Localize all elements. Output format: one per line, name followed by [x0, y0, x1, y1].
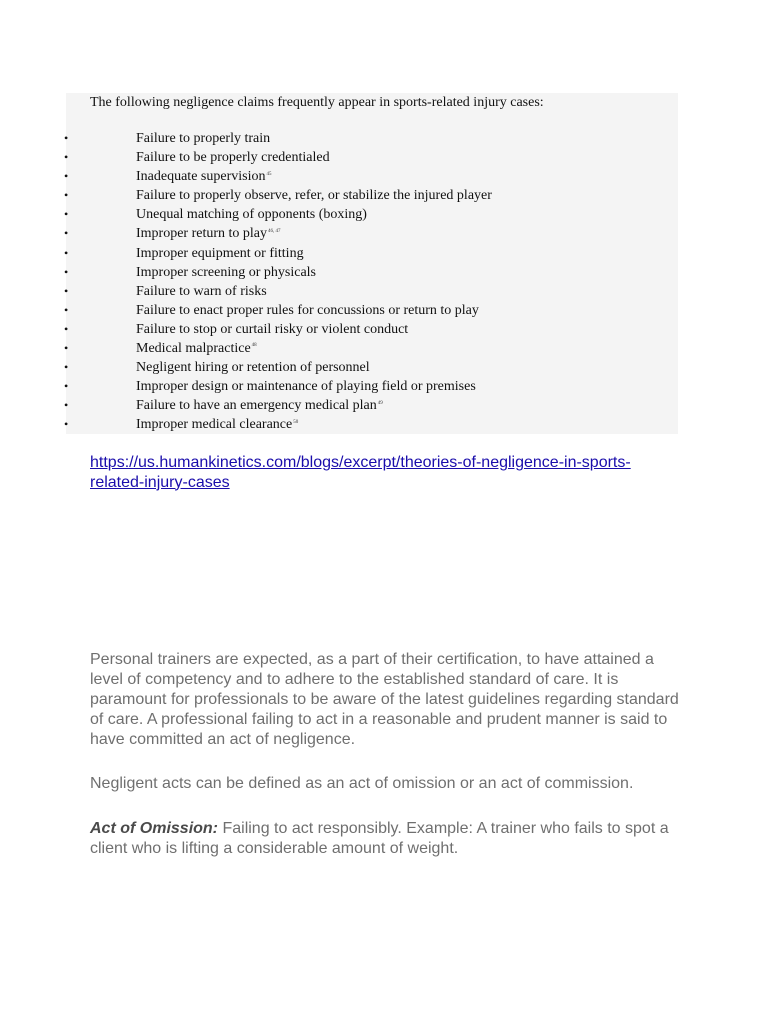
bullet-icon: • [64, 207, 69, 222]
bullet-icon: • [64, 188, 69, 203]
claim-label: Improper medical clearance [136, 417, 293, 433]
claim-text [136, 377, 476, 396]
claim-text [136, 244, 304, 263]
claim-label: Failure to enact proper rules for concussions or return to play [136, 302, 479, 318]
citation-marker: 46, 47 [268, 228, 281, 234]
act-of-omission-definition: Failing to act responsibly. Example: A trainer who fails to spot a client who is lifting a considerable amount of weight. [90, 820, 669, 857]
bullet-icon: • [64, 245, 69, 260]
claim-text [136, 282, 267, 301]
bullet-icon: • [64, 360, 69, 375]
source-link[interactable]: https://us.humankinetics.com/blogs/excerpt/theories-of-negligence-in-sports-related-injury-cases [90, 454, 631, 491]
bullet-icon: • [64, 264, 69, 279]
claim-label: Improper equipment or fitting [136, 245, 304, 261]
bullet-icon: • [64, 131, 69, 145]
claim-label: Failure to have an emergency medical plan [136, 398, 377, 414]
claim-label: Medical malpractice [136, 341, 251, 357]
claim-label: Failure to stop or curtail risky or violent conduct [136, 321, 409, 337]
bullet-icon: • [64, 226, 69, 241]
citation-marker: 45 [266, 171, 272, 177]
claim-label: Improper design or maintenance of playing field or premises [136, 379, 476, 395]
claim-text [136, 415, 298, 434]
bullet-icon: • [64, 417, 69, 432]
bullet-icon: • [64, 169, 69, 184]
citation-marker: 50 [293, 419, 299, 425]
claim-text [136, 339, 257, 358]
claim-text [136, 358, 370, 377]
paragraph-negligent-acts: Negligent acts can be defined as an act of omission or an act of commission. [90, 775, 634, 792]
claim-text [136, 148, 330, 167]
claim-text [136, 320, 408, 339]
claim-label: Unequal matching of opponents (boxing) [136, 207, 367, 223]
claim-label: Negligent hiring or retention of personnel [136, 360, 370, 376]
claim-text [136, 129, 270, 148]
bullet-icon: • [64, 283, 69, 298]
claim-text [136, 205, 367, 224]
claim-text [136, 224, 281, 243]
bullet-icon: • [64, 150, 69, 165]
paragraph-act-of-omission [90, 819, 680, 859]
bullet-icon: • [64, 341, 69, 356]
bullet-icon: • [64, 321, 69, 336]
claim-label: Failure to be properly credentialed [136, 150, 330, 166]
citation-marker: 49 [377, 400, 383, 406]
claim-label: Improper screening or physicals [136, 264, 316, 280]
bullet-icon: • [64, 302, 69, 317]
claim-text [136, 167, 271, 186]
claim-label: Failure to properly observe, refer, or stabilize the injured player [136, 188, 492, 204]
excerpt-intro: The following negligence claims frequently appear in sports-related injury cases: [90, 95, 544, 110]
claim-label: Failure to properly train [136, 131, 271, 146]
bullet-icon: • [64, 379, 69, 394]
claim-label: Improper return to play [136, 226, 268, 242]
citation-marker: 48 [251, 343, 257, 349]
claim-text [136, 263, 316, 282]
paragraph-standard-of-care: Personal trainers are expected, as a part of their certification, to have attained a level of competency and to adhere to the established standard of care. It is paramount for professionals to be aware of the latest guidelines regarding standard of care. A professional failing to act in a reasonable and prudent manner is said to have committed an act of negligence. [90, 651, 679, 748]
term-act-of-omission: Act of Omission: [90, 820, 219, 837]
claim-text [136, 396, 383, 415]
bullet-icon: • [64, 398, 69, 413]
claim-label: Failure to warn of risks [136, 283, 267, 299]
claim-text [136, 301, 479, 320]
claim-text [136, 186, 492, 205]
claim-label: Inadequate supervision [136, 169, 266, 185]
